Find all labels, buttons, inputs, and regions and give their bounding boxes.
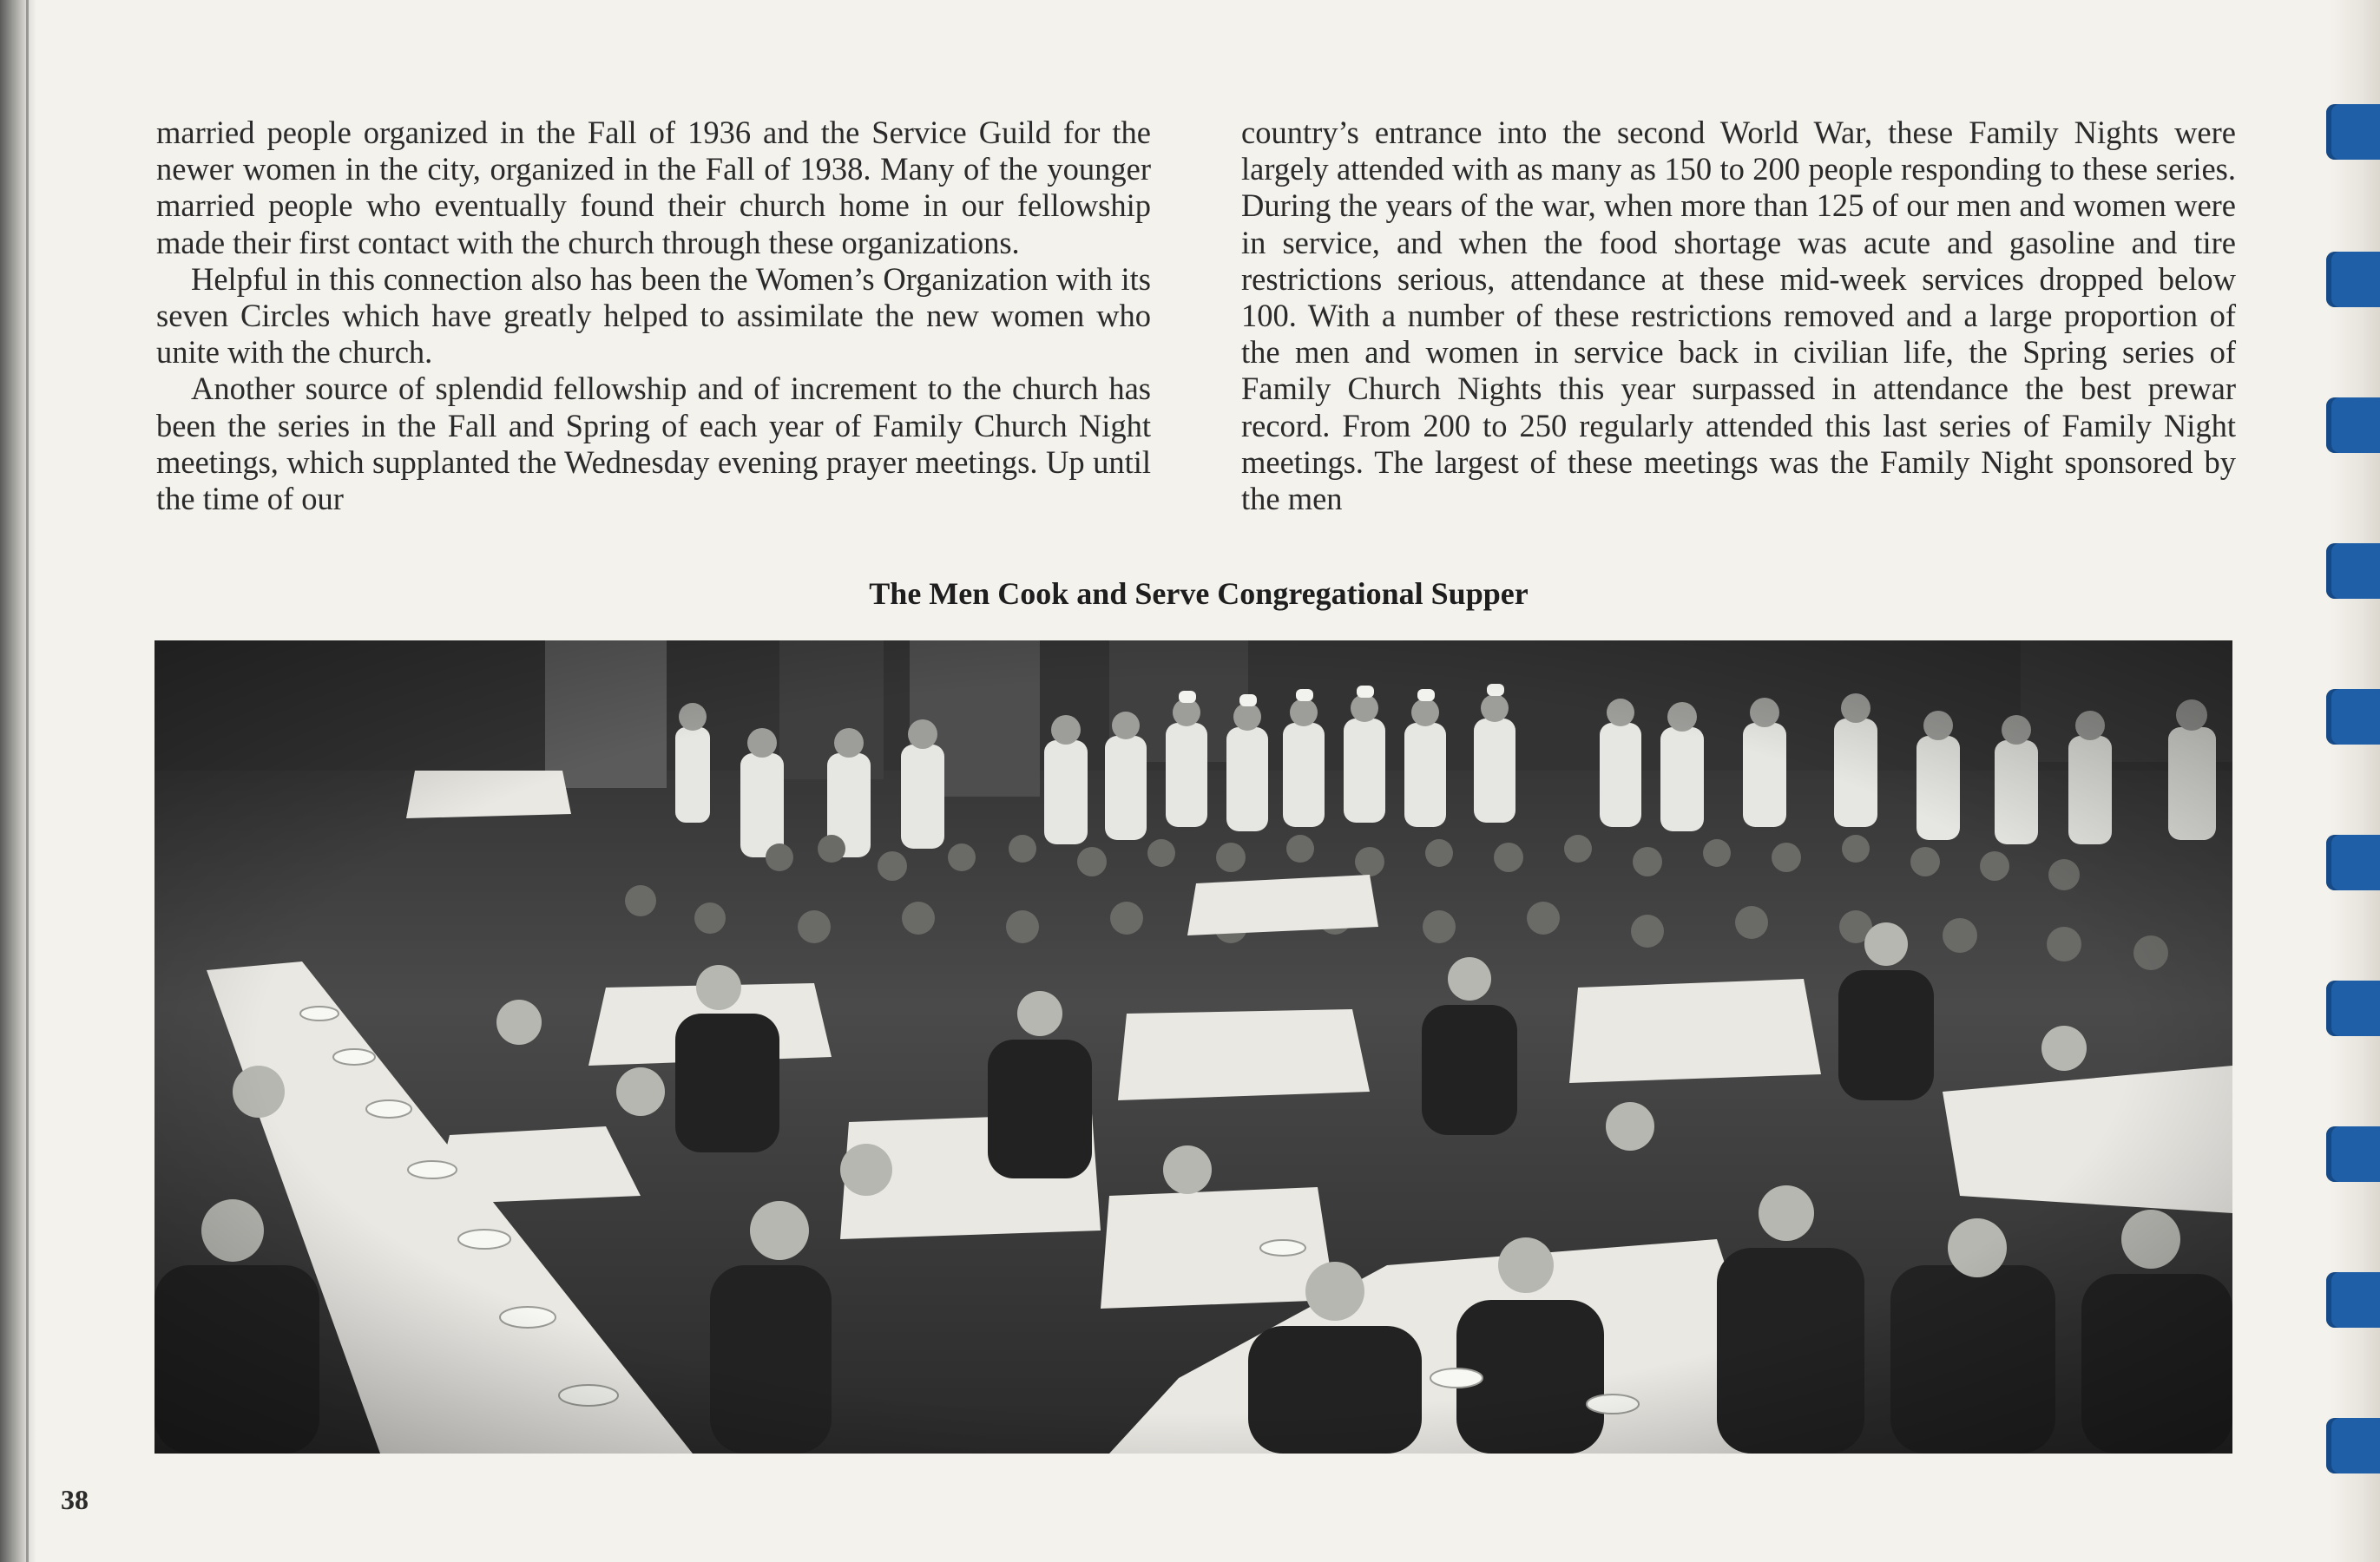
banquet-photograph	[155, 640, 2232, 1454]
gutter-shadow	[0, 0, 36, 1562]
paragraph: country’s entrance into the second World War, these Family Nights were largely attended with as many as 150 to 200 people responding to these series. During the years of the war, when more than 125 of our men and women were in service, and when the food shortage was acute and gasoline and tire restrictions serious, attendance at these mid-week services dropped below 100. With a number of these restrictions removed and a large proportion of the men and women in service back in civilian life, the Spring series of Family Church Nights this year surpassed in attendance the best prewar record. From 200 to 250 regularly attended this last series of Family Night meetings. The largest of these meetings was the Family Night sponsored by the men	[1241, 115, 2236, 517]
binding-tab	[2326, 1418, 2380, 1473]
photo-caption	[0, 575, 2380, 612]
paragraph: Another source of splendid fellowship and of increment to the church has been the series in the Fall and Spring of each year of Family Church Night meetings, which supplanted the Wednesday evening prayer meetings. Up until the time of our	[156, 371, 1151, 517]
gutter-line	[26, 0, 29, 1562]
binding-tab	[2326, 981, 2380, 1036]
binding-tab	[2326, 252, 2380, 307]
right-text-column	[1241, 115, 2236, 517]
page-number: 38	[61, 1484, 89, 1515]
binding-tab	[2326, 543, 2380, 599]
banquet-photo-illustration	[155, 640, 2232, 1454]
binding-tab	[2326, 835, 2380, 890]
page-edge-shading	[2328, 0, 2380, 1562]
binding-tab	[2326, 1126, 2380, 1182]
binding-tab	[2326, 1272, 2380, 1328]
photo-caption-text: The Men Cook and Serve Congregational Supper	[869, 576, 1529, 611]
paragraph: Helpful in this connection also has been the Women’s Organization with its seven Circles which have greatly helped to assimilate the new women who unite with the church.	[156, 260, 1151, 371]
left-text-column	[156, 115, 1151, 517]
binding-tab	[2326, 397, 2380, 453]
binding-tab	[2326, 104, 2380, 160]
paragraph: married people organized in the Fall of 1936 and the Service Guild for the newer women in the city, organized in the Fall of 1938. Many of the younger married people who eventually found their church home in our fellowship made their first contact with the church through these organizations.	[156, 115, 1151, 260]
binding-tab	[2326, 689, 2380, 745]
